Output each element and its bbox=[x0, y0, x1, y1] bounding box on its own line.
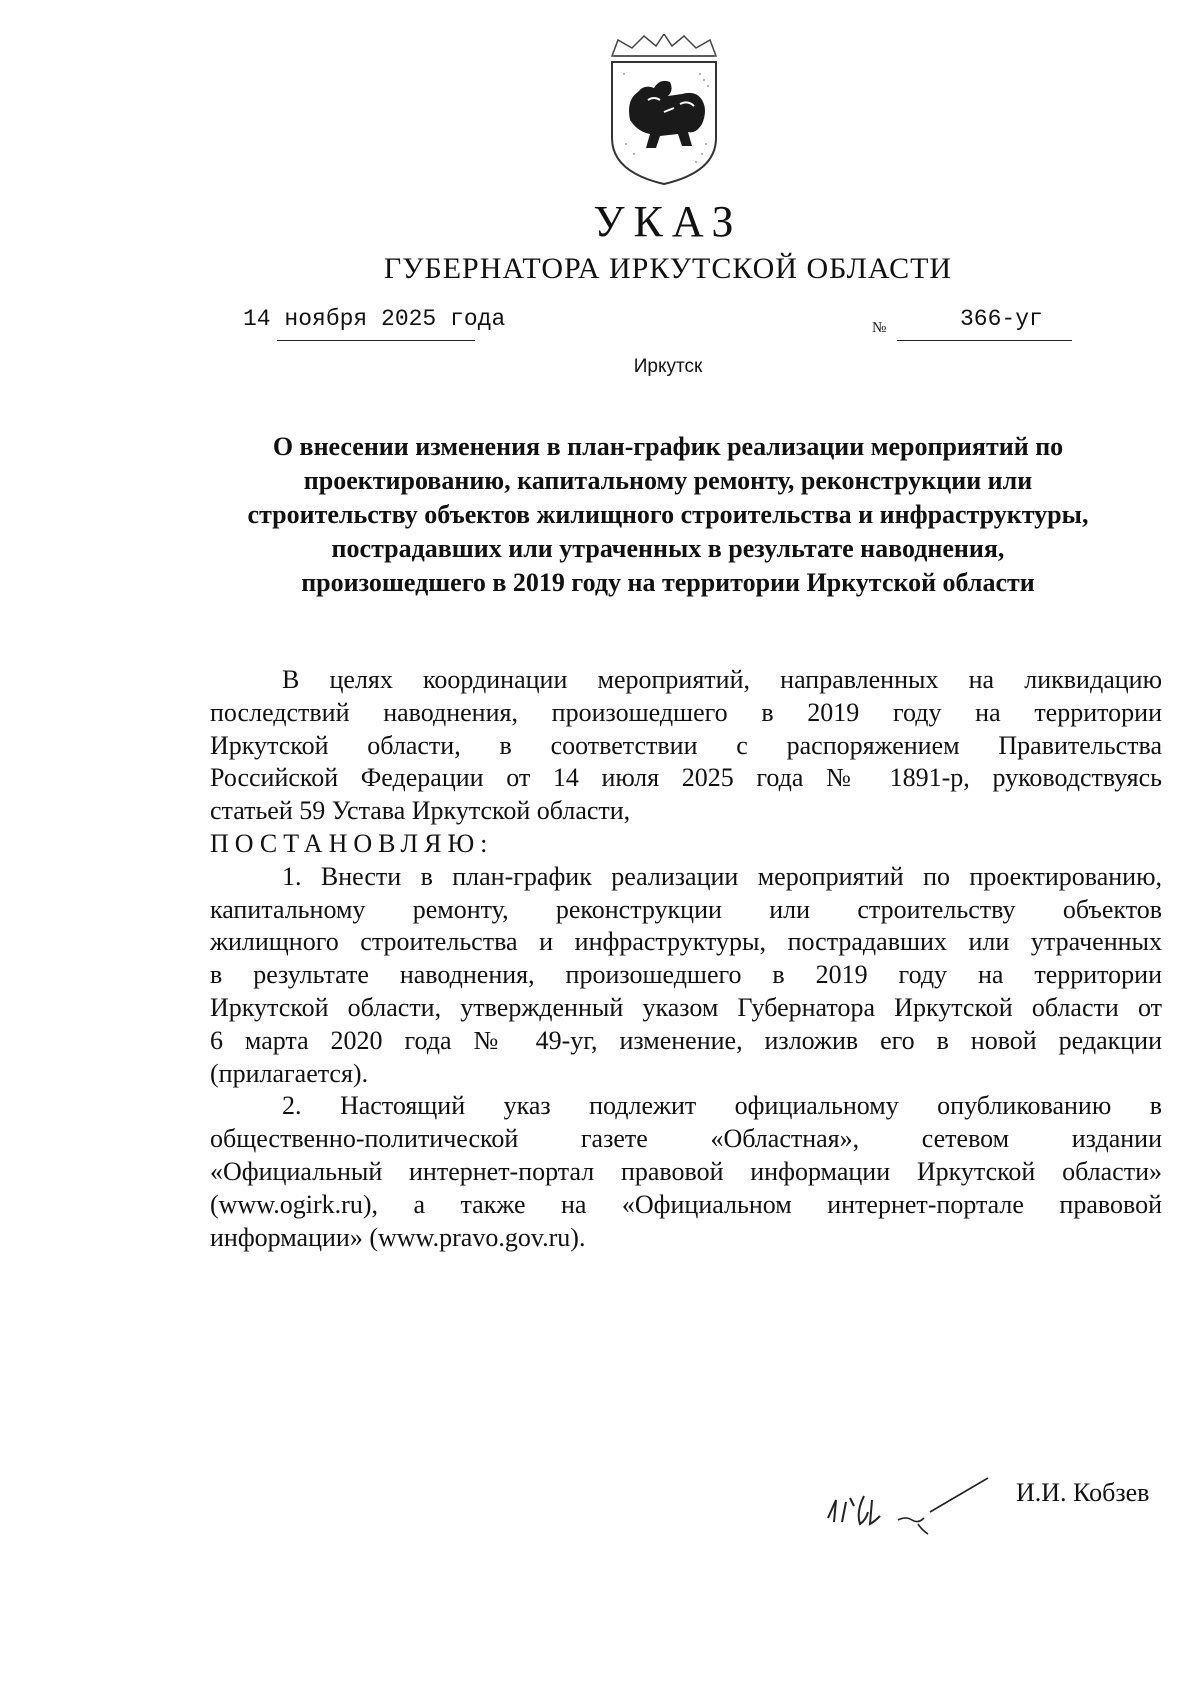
city: Иркутск bbox=[633, 356, 703, 377]
body-line: Иркутской области, утвержденный указом Губернатора Иркутской области от bbox=[210, 992, 1162, 1022]
body-line: Иркутской области, в соответствии с распоряжением Правительства bbox=[210, 730, 1162, 760]
body-line: В целях координации мероприятий, направленных на ликвидацию bbox=[282, 665, 1162, 694]
subject-line: произошедшего в 2019 году на территории Иркутской области bbox=[301, 568, 1035, 597]
document-title: УКАЗ bbox=[593, 197, 743, 246]
body-line: жилищного строительства и инфраструктуры, пострадавших или утраченных bbox=[210, 927, 1162, 957]
body-line: Российской Федерации от 14 июля 2025 года № 1891-р, руководствуясь bbox=[210, 763, 1162, 793]
decree-word: ПОСТАНОВЛЯЮ: bbox=[210, 828, 494, 858]
body-line: информации» (www.pravo.gov.ru). bbox=[210, 1222, 586, 1252]
signature-icon bbox=[810, 1460, 990, 1550]
body-line: капитальному ремонту, реконструкции или строительству объектов bbox=[210, 894, 1162, 924]
subject-line: О внесении изменения в план-график реализации мероприятий по bbox=[272, 432, 1064, 461]
document-subject bbox=[210, 430, 1126, 600]
document-date: 14 ноября 2025 года bbox=[243, 306, 506, 332]
issuer-title: ГУБЕРНАТОРА ИРКУТСКОЙ ОБЛАСТИ bbox=[383, 252, 953, 285]
body-line: 1. Внести в план-график реализации мероприятий по проектированию, bbox=[282, 861, 1162, 891]
signer-name: И.И. Кобзев bbox=[1016, 1478, 1150, 1507]
document-number: 366-уг bbox=[960, 306, 1043, 332]
number-label: № bbox=[872, 320, 887, 336]
document-body bbox=[210, 664, 1162, 1254]
subject-line: строительству объектов жилищного строительства и инфраструктуры, bbox=[247, 500, 1089, 529]
body-line: последствий наводнения, произошедшего в 2019 году на территории bbox=[210, 697, 1162, 727]
number-underline bbox=[897, 340, 1072, 341]
date-underline bbox=[277, 340, 475, 341]
subject-line: пострадавших или утраченных в результате наводнения, bbox=[331, 534, 1005, 563]
coat-of-arms-icon bbox=[604, 34, 724, 186]
body-line: (www.ogirk.ru), а также на «Официальном интернет-портале правовой bbox=[210, 1189, 1162, 1219]
body-line: 2. Настоящий указ подлежит официальному опубликованию в bbox=[282, 1091, 1162, 1121]
subject-line: проектированию, капитальному ремонту, реконструкции или bbox=[303, 466, 1033, 495]
body-line: «Официальный интернет-портал правовой информации Иркутской области» bbox=[210, 1156, 1162, 1186]
body-line: статьей 59 Устава Иркутской области, bbox=[210, 796, 631, 826]
body-line: (прилагается). bbox=[210, 1058, 369, 1088]
body-line: общественно-политической газете «Областная», сетевом издании bbox=[210, 1124, 1162, 1154]
body-line: в результате наводнения, произошедшего в 2019 году на территории bbox=[210, 960, 1162, 990]
body-line: 6 марта 2020 года № 49-уг, изменение, изложив его в новой редакции bbox=[210, 1025, 1162, 1055]
